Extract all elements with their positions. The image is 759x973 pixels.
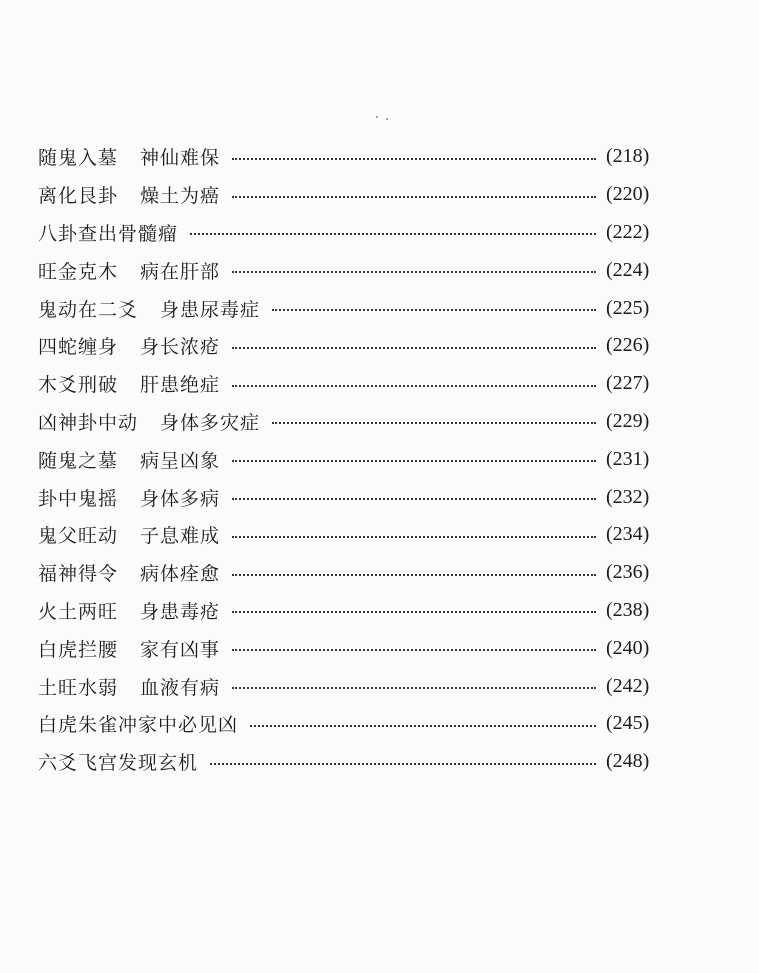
dot-leader bbox=[250, 725, 596, 727]
toc-entry-subtitle: 身患毒疮 bbox=[140, 600, 221, 623]
dot-leader bbox=[232, 385, 596, 387]
toc-entry-title: 卦中鬼摇 bbox=[38, 487, 119, 510]
toc-entry[interactable] bbox=[38, 138, 668, 176]
toc-entry-subtitle: 病在肝部 bbox=[140, 260, 221, 283]
dot-leader bbox=[232, 649, 596, 651]
toc-entry-page: (245) bbox=[606, 712, 650, 735]
toc-entry[interactable] bbox=[38, 705, 668, 743]
toc-entry[interactable] bbox=[38, 251, 668, 289]
toc-entry-title: 六爻飞宫发现玄机 bbox=[38, 752, 199, 775]
toc-entry-title: 离化艮卦 bbox=[38, 185, 119, 208]
dot-leader bbox=[232, 498, 596, 500]
toc-entry[interactable] bbox=[38, 743, 668, 781]
dot-leader bbox=[232, 460, 596, 462]
toc-entry-title: 旺金克木 bbox=[38, 260, 119, 283]
toc-entry-subtitle: 血液有病 bbox=[140, 676, 221, 699]
dot-leader bbox=[232, 536, 596, 538]
dot-leader bbox=[232, 574, 596, 576]
dot-leader bbox=[232, 687, 596, 689]
toc-entry-subtitle: 身长浓疮 bbox=[140, 336, 221, 359]
toc-entry-title: 凶神卦中动 bbox=[38, 411, 139, 434]
dot-leader bbox=[190, 233, 596, 235]
toc-entry[interactable] bbox=[38, 289, 668, 327]
dot-leader bbox=[232, 271, 596, 273]
toc-entry-page: (218) bbox=[606, 145, 650, 168]
toc-entry-page: (236) bbox=[606, 561, 650, 584]
dot-leader bbox=[272, 309, 596, 311]
toc-entry[interactable] bbox=[38, 214, 668, 252]
toc-entry[interactable] bbox=[38, 176, 668, 214]
table-of-contents bbox=[38, 138, 668, 781]
dot-leader bbox=[232, 196, 596, 198]
toc-entry-subtitle: 身体多病 bbox=[140, 487, 221, 510]
toc-entry-title: 白虎朱雀冲家中必见凶 bbox=[38, 714, 239, 737]
toc-entry[interactable] bbox=[38, 516, 668, 554]
dot-leader bbox=[210, 763, 596, 765]
toc-entry-page: (232) bbox=[606, 485, 650, 508]
toc-entry[interactable] bbox=[38, 440, 668, 478]
toc-entry-page: (248) bbox=[606, 750, 650, 773]
scan-speck bbox=[376, 116, 378, 118]
toc-entry[interactable] bbox=[38, 403, 668, 441]
toc-entry-title: 鬼动在二爻 bbox=[38, 298, 139, 321]
toc-entry-title: 八卦查出骨髓瘤 bbox=[38, 222, 179, 245]
toc-entry[interactable] bbox=[38, 667, 668, 705]
toc-entry-page: (238) bbox=[606, 598, 650, 621]
dot-leader bbox=[232, 347, 596, 349]
toc-entry-title: 鬼父旺动 bbox=[38, 525, 119, 548]
scan-speck bbox=[386, 118, 388, 120]
toc-entry[interactable] bbox=[38, 592, 668, 630]
toc-entry-title: 随鬼之墓 bbox=[38, 449, 119, 472]
toc-entry-page: (242) bbox=[606, 674, 650, 697]
toc-entry[interactable] bbox=[38, 629, 668, 667]
toc-entry-title: 白虎拦腰 bbox=[38, 638, 119, 661]
toc-entry-page: (227) bbox=[606, 372, 650, 395]
toc-entry-page: (231) bbox=[606, 447, 650, 470]
toc-entry-subtitle: 燥土为癌 bbox=[140, 185, 221, 208]
dot-leader bbox=[272, 422, 596, 424]
toc-entry-title: 土旺水弱 bbox=[38, 676, 119, 699]
toc-entry-page: (220) bbox=[606, 183, 650, 206]
toc-entry-subtitle: 家有凶事 bbox=[140, 638, 221, 661]
toc-entry-page: (226) bbox=[606, 334, 650, 357]
toc-entry[interactable] bbox=[38, 365, 668, 403]
toc-entry-subtitle: 病呈凶象 bbox=[140, 449, 221, 472]
toc-entry-page: (229) bbox=[606, 409, 650, 432]
toc-entry-subtitle: 子息难成 bbox=[140, 525, 221, 548]
toc-entry-subtitle: 神仙难保 bbox=[140, 147, 221, 170]
toc-entry[interactable] bbox=[38, 327, 668, 365]
toc-entry-title: 木爻刑破 bbox=[38, 374, 119, 397]
toc-entry-page: (240) bbox=[606, 636, 650, 659]
toc-entry[interactable] bbox=[38, 554, 668, 592]
toc-entry-page: (225) bbox=[606, 296, 650, 319]
toc-entry-title: 福神得令 bbox=[38, 563, 119, 586]
dot-leader bbox=[232, 611, 596, 613]
toc-entry-title: 随鬼入墓 bbox=[38, 147, 119, 170]
toc-entry-title: 火土两旺 bbox=[38, 600, 119, 623]
toc-entry-subtitle: 身体多灾症 bbox=[160, 411, 261, 434]
toc-entry-page: (234) bbox=[606, 523, 650, 546]
toc-entry-page: (224) bbox=[606, 258, 650, 281]
toc-entry-title: 四蛇缠身 bbox=[38, 336, 119, 359]
toc-entry-subtitle: 身患尿毒症 bbox=[160, 298, 261, 321]
dot-leader bbox=[232, 158, 596, 160]
toc-entry-subtitle: 病体痊愈 bbox=[140, 563, 221, 586]
toc-entry-page: (222) bbox=[606, 220, 650, 243]
toc-entry-subtitle: 肝患绝症 bbox=[140, 374, 221, 397]
toc-entry[interactable] bbox=[38, 478, 668, 516]
